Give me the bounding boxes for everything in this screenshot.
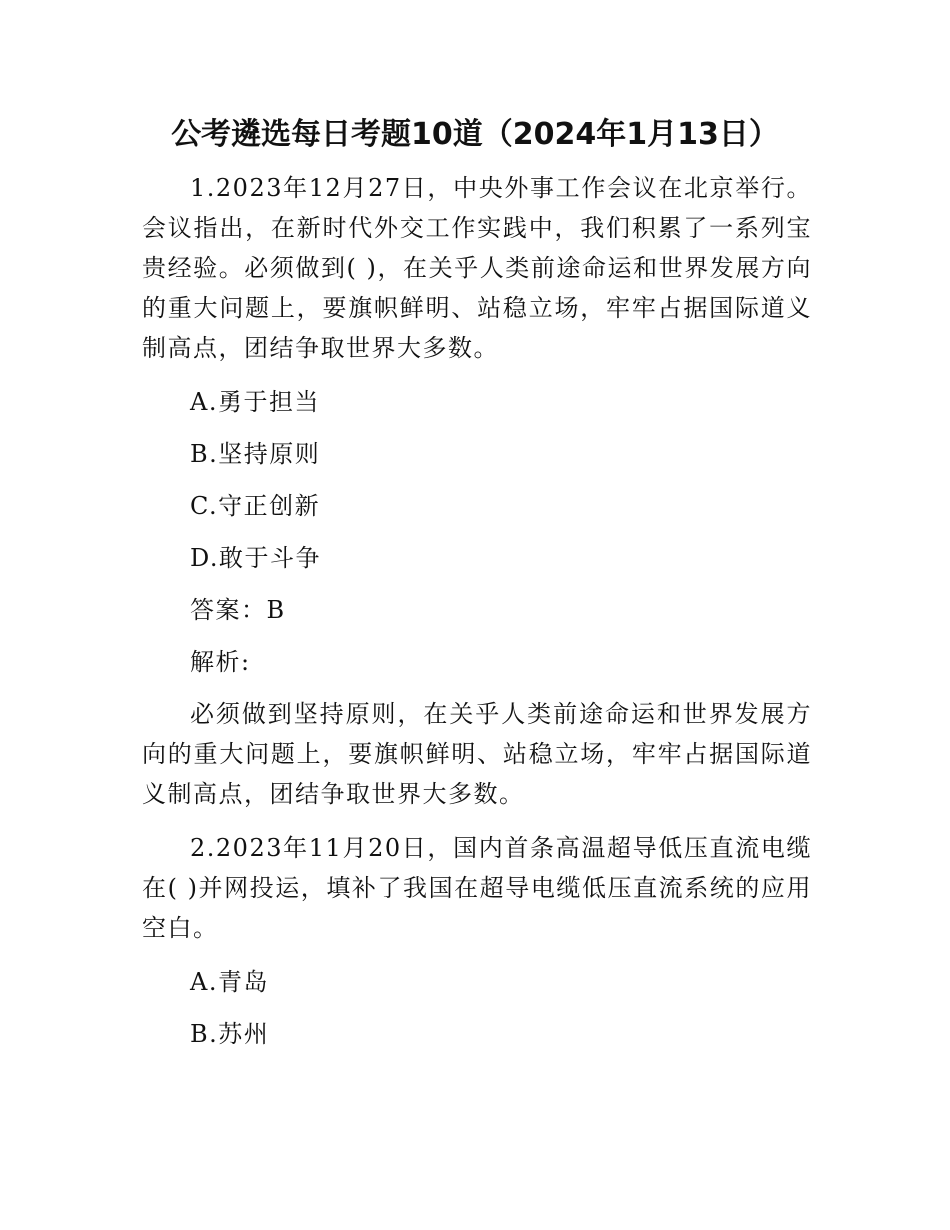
question-2-stem: 2.2023年11月20日，国内首条高温超导低压直流电缆在( )并网投运，填补了我国在超导电缆低压直流系统的应用空白。 (142, 834, 812, 942)
document-title: 公考遴选每日考题10道（2024年1月13日） (171, 117, 779, 152)
question-1-answer: 答案：B (190, 596, 286, 624)
question-2-option-a: A.青岛 (190, 968, 269, 996)
question-1-option-c: C.守正创新 (190, 492, 321, 520)
question-1-option-b: B.坚持原则 (190, 440, 321, 468)
question-1-analysis: 必须做到坚持原则，在关乎人类前途命运和世界发展方向的重大问题上，要旗帜鲜明、站稳立场，牢牢占据国际道义制高点，团结争取世界大多数。 (142, 700, 812, 808)
question-2-option-b: B.苏州 (190, 1020, 270, 1048)
question-1-option-a: A.勇于担当 (190, 388, 320, 416)
question-1-analysis-label: 解析: (190, 648, 251, 676)
question-1-stem: 1.2023年12月27日，中央外事工作会议在北京举行。会议指出，在新时代外交工作实践中，我们积累了一系列宝贵经验。必须做到( )，在关乎人类前途命运和世界发展方向的重大问题上，要旗帜鲜明、站稳立场，牢牢占据国际道义制高点，团结争取世界大多数。 (142, 174, 812, 362)
document-body (142, 168, 812, 1066)
question-1-option-d: D.敢于斗争 (190, 544, 322, 572)
